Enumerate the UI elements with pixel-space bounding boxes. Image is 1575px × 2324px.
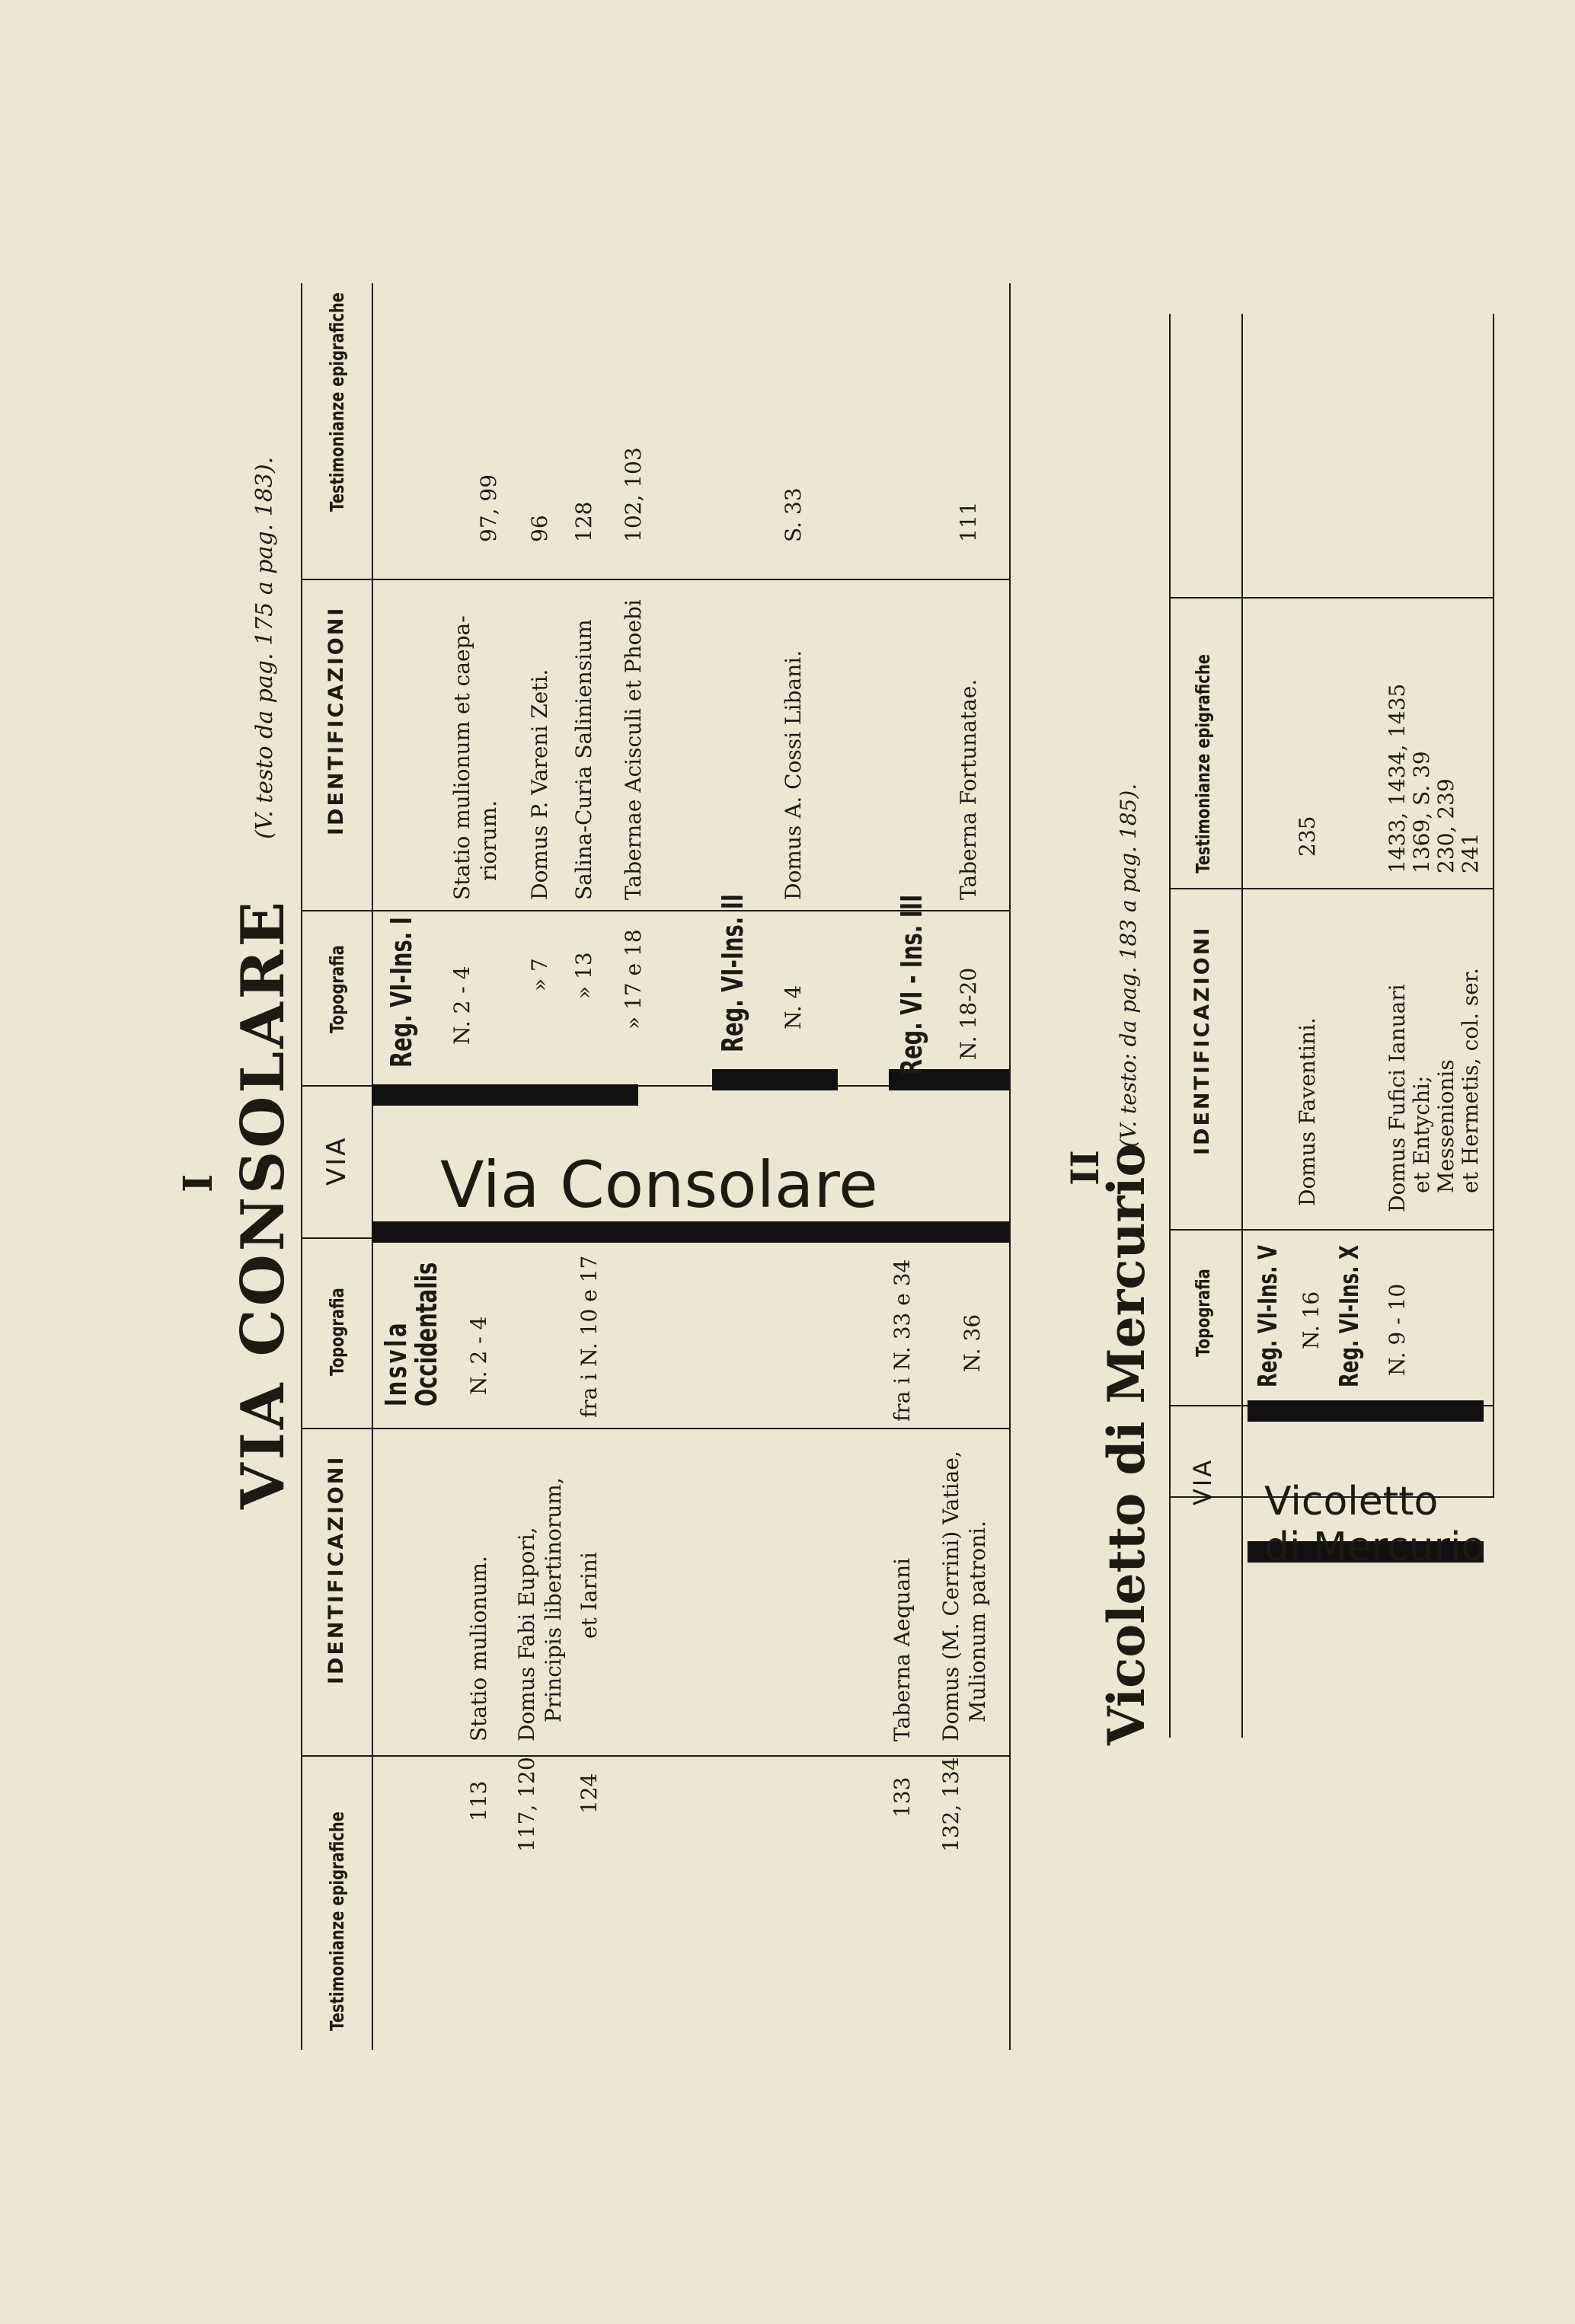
t1-right-test: S. 33	[781, 487, 806, 542]
t1-right-ident: Salina-Curia Saliniensium	[571, 619, 596, 900]
t1-right-ident: Statio mulionum et caepa-	[449, 615, 474, 900]
t2-header-testimonianze: Testimonianze epigrafiche	[1192, 654, 1214, 873]
section2-roman: II	[1062, 1150, 1107, 1186]
table1-header-rule	[372, 283, 373, 2050]
section2-title: Vicoletto di Mercurio	[1097, 1143, 1156, 1745]
t1-right-group-label: Reg. VI - Ins. III	[895, 894, 928, 1075]
t1-left-topo: N. 2 - 4	[466, 1316, 491, 1395]
section1-roman: I	[175, 1173, 222, 1192]
t2-test: 1369, S. 39	[1409, 751, 1434, 873]
vicoletto-label: Vicoletto di Mercurio	[1264, 1479, 1486, 1570]
t1-header-topografia-left: Topografia	[326, 1288, 348, 1376]
t1-right-topo: N. 4	[781, 985, 806, 1030]
t1-left-ident: Principis libertinorum,	[541, 1477, 566, 1722]
section1-reference: (V. testo da pag. 175 a pag. 183).	[251, 456, 278, 839]
section1-title: VIA CONSOLARE	[228, 899, 298, 1509]
t1-right-ident: Taberna Fortunatae.	[956, 678, 981, 900]
t1-left-test: 113	[466, 1780, 491, 1821]
t2-test: 235	[1295, 816, 1320, 857]
t1-right-group-label: Reg. VI-Ins. I	[385, 917, 418, 1068]
t1-left-ident: Mulionum patroni.	[965, 1521, 990, 1722]
t1-header-topografia-right: Topografia	[326, 945, 348, 1033]
t1-left-ident: Taberna Aequani	[890, 1557, 915, 1741]
t2-topo: N. 16	[1299, 1291, 1324, 1349]
t1-header-testimonianze-right: Testimonianze epigrafiche	[326, 292, 348, 512]
vicoletto-bar-right	[1248, 1400, 1484, 1422]
t2-test: 241	[1458, 832, 1483, 873]
t1-right-ident: riorum.	[476, 800, 501, 881]
t1-right-topo: » 7	[527, 958, 552, 991]
via-consolare-bar-right	[372, 1084, 638, 1106]
t1-left-test: 117, 120	[514, 1757, 539, 1852]
t2-header-via: VIA	[1188, 1457, 1217, 1505]
t2-ident: et Entychi;	[1409, 1075, 1434, 1193]
t1-right-topo: » 17 e 18	[621, 929, 646, 1030]
t1-right-topo: » 13	[571, 952, 596, 999]
t1-left-ident: Domus (M. Cerrini) Vatiae,	[938, 1451, 963, 1741]
t1-left-test: 124	[577, 1773, 602, 1814]
t2-ident: Domus Fufici Ianuari	[1385, 984, 1410, 1212]
t2-ident: Domus Faventini.	[1295, 1017, 1320, 1206]
t1-right-test: 97, 99	[476, 474, 501, 542]
table2-sep	[1169, 888, 1493, 889]
t1-left-test: 132, 134	[938, 1757, 963, 1852]
t2-group-label: Reg. VI-Ins. X	[1334, 1245, 1365, 1387]
t1-left-topo: fra i N. 33 e 34	[890, 1259, 915, 1422]
t1-left-topo: fra i N. 10 e 17	[577, 1255, 602, 1418]
t2-ident: et Hermetis, col. ser.	[1458, 967, 1483, 1193]
t2-group-label: Reg. VI-Ins. V	[1253, 1245, 1283, 1387]
t2-topo: N. 9 - 10	[1385, 1283, 1410, 1376]
table1-top-rule	[301, 283, 302, 2050]
t1-left-topo: N. 36	[960, 1314, 985, 1372]
t1-header-testimonianze-left: Testimonianze epigrafiche	[326, 1812, 348, 2031]
t1-header-via: VIA	[321, 1135, 352, 1186]
t1-left-ident: et Iarini	[577, 1552, 602, 1639]
table1-sep	[301, 1755, 1009, 1757]
t1-left-ident: Statio mulionum.	[466, 1556, 491, 1741]
table2-top-rule	[1169, 314, 1171, 1738]
t1-left-test: 133	[890, 1777, 915, 1818]
table2-bottom-rule	[1493, 314, 1494, 1498]
t1-right-topo: N. 2 - 4	[449, 966, 474, 1045]
via-consolare-bar-left	[372, 1221, 1009, 1243]
t2-header-topografia: Topografia	[1192, 1269, 1214, 1357]
t1-right-test: 111	[956, 501, 981, 542]
via-consolare-bar-right	[712, 1069, 838, 1090]
t1-right-test: 96	[527, 515, 552, 542]
t2-test: 1433, 1434, 1435	[1385, 683, 1410, 873]
table1-bottom-rule	[1009, 283, 1011, 2050]
t1-right-group-label: Reg. VI-Ins. II	[716, 893, 749, 1052]
table1-sep	[301, 1428, 1009, 1429]
t1-right-test: 102, 103	[621, 447, 646, 542]
table2-header-rule	[1241, 314, 1243, 1738]
t1-left-ident: Domus Fabi Eupori,	[514, 1527, 539, 1741]
t1-right-ident: Domus P. Vareni Zeti.	[527, 669, 552, 900]
t1-right-test: 128	[571, 501, 596, 542]
t1-right-ident: Tabernae Acisculi et Phoebi	[621, 599, 646, 900]
t2-test: 230, 239	[1433, 778, 1458, 873]
table1-sep	[301, 579, 1009, 580]
t1-left-group-label: Insvla Occidentalis	[379, 1262, 443, 1406]
t1-header-identificazioni-right: IDENTIFICAZIONI	[324, 605, 348, 835]
table2-sep	[1169, 1229, 1493, 1231]
t1-right-topo: N. 18-20	[956, 967, 981, 1060]
via-consolare-label: Via Consolare	[440, 1148, 878, 1222]
t1-header-identificazioni-left: IDENTIFICAZIONI	[324, 1454, 348, 1684]
table2-sep	[1169, 597, 1493, 599]
t2-ident: Messenionis	[1433, 1059, 1458, 1193]
t2-header-identificazioni: IDENTIFICAZIONI	[1190, 925, 1214, 1155]
t1-right-ident: Domus A. Cossi Libani.	[781, 650, 806, 900]
section2-reference: (V. testo: da pag. 183 a pag. 185).	[1116, 783, 1141, 1148]
